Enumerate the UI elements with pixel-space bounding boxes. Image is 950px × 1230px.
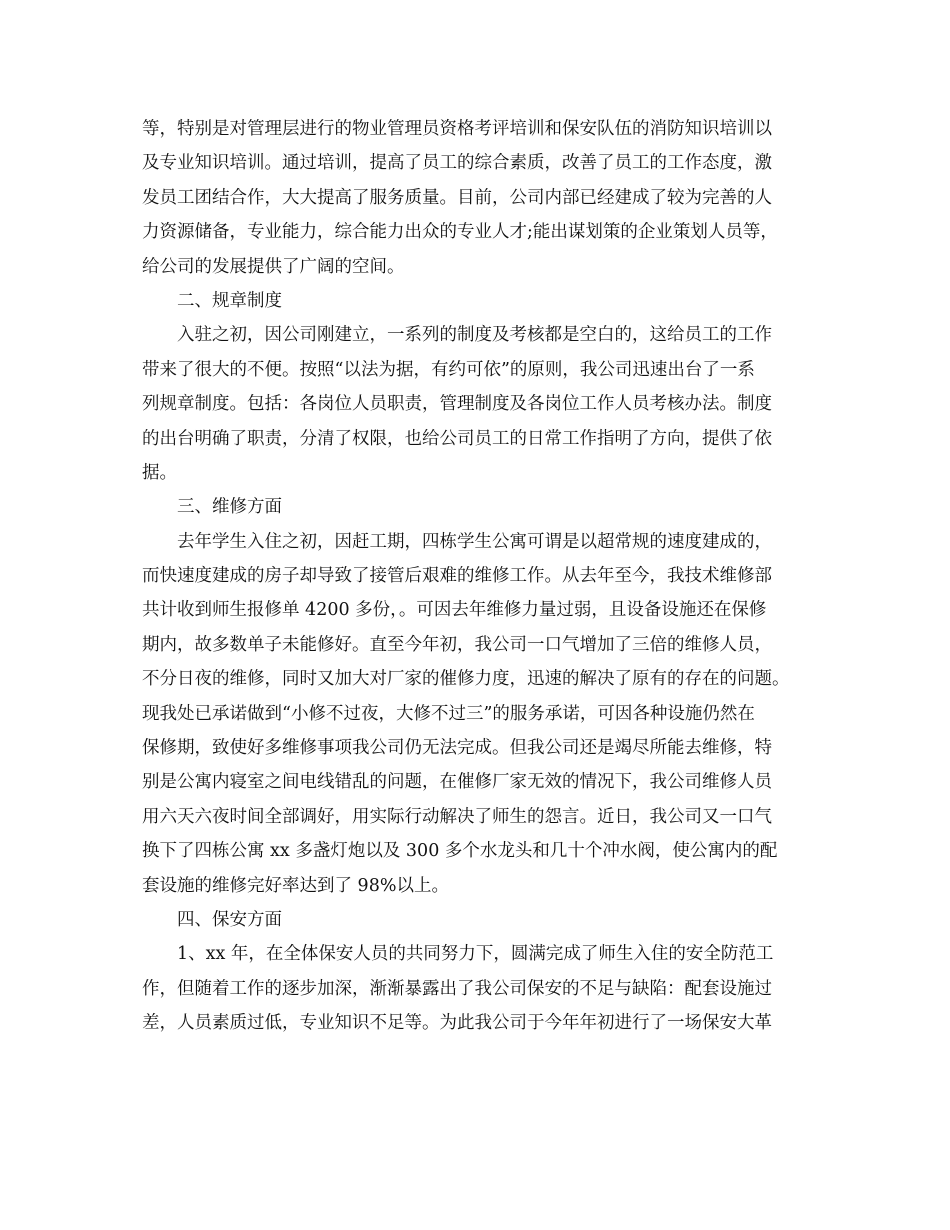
section-heading: 二、规章制度 xyxy=(177,290,282,311)
text-line: 的出台明确了职责，分清了权限，也给公司员工的日常工作指明了方向，提供了依 xyxy=(142,428,772,449)
text-line: 作，但随着工作的逐步加深，渐渐暴露出了我公司保安的不足与缺陷：配套设施过 xyxy=(142,978,772,999)
text-line: 给公司的发展提供了广阔的空间。 xyxy=(142,256,405,277)
text-line: 入驻之初，因公司刚建立，一系列的制度及考核都是空白的，这给员工的工作 xyxy=(177,325,772,346)
text-line: 期内，故多数单子未能修好。直至今年初，我公司一口气增加了三倍的维修人员， xyxy=(142,634,772,655)
text-line: 力资源储备，专业能力，综合能力出众的专业人才;能出谋划策的企业策划人员等， xyxy=(142,222,778,243)
text-line: 等，特别是对管理层进行的物业管理员资格考评培训和保安队伍的消防知识培训以 xyxy=(142,119,772,139)
text-line: 列规章制度。包括：各岗位人员职责，管理制度及各岗位工作人员考核办法。制度 xyxy=(142,394,772,415)
text-line: 带来了很大的不便。按照“以法为据，有约可依”的原则，我公司迅速出台了一系 xyxy=(142,359,755,380)
section-heading: 四、保安方面 xyxy=(177,909,282,930)
text-line: 换下了四栋公寓 xx 多盏灯炮以及 300 多个水龙头和几十个冲水阀，使公寓内的配 xyxy=(142,841,778,862)
text-line: 及专业知识培训。通过培训，提高了员工的综合素质，改善了员工的工作态度，激 xyxy=(142,153,772,174)
text-line: 而快速度建成的房子却导致了接管后艰难的维修工作。从去年至今，我技术维修部 xyxy=(142,566,772,587)
text-line: 1、xx 年，在全体保安人员的共同努力下，圆满完成了师生入住的安全防范工 xyxy=(177,944,774,965)
section-heading: 三、维修方面 xyxy=(177,497,282,518)
text-line: 共计收到师生报修单 4200 多份，。可因去年维修力量过弱，且设备设施还在保修 xyxy=(142,600,767,621)
document-body xyxy=(142,112,832,1041)
text-line: 去年学生入住之初，因赶工期，四栋学生公寓可谓是以超常规的速度建成的， xyxy=(177,531,772,552)
text-line: 发员工团结合作，大大提高了服务质量。目前，公司内部已经建成了较为完善的人 xyxy=(142,187,772,208)
text-line: 保修期，致使好多维修事项我公司仍无法完成。但我公司还是竭尽所能去维修，特 xyxy=(142,738,772,759)
text-line: 不分日夜的维修，同时又加大对厂家的催修力度，迅速的解决了原有的存在的问题。 xyxy=(142,669,790,690)
text-line: 现我处已承诺做到“小修不过夜，大修不过三”的服务承诺，可因各种设施仍然在 xyxy=(142,703,755,724)
text-line: 别是公寓内寝室之间电线错乱的问题，在催修厂家无效的情况下，我公司维修人员 xyxy=(142,772,772,793)
text-line: 用六天六夜时间全部调好，用实际行动解决了师生的怨言。近日，我公司又一口气 xyxy=(142,806,772,827)
text-line: 差，人员素质过低，专业知识不足等。为此我公司于今年年初进行了一场保安大革 xyxy=(142,1013,772,1034)
text-line: 套设施的维修完好率达到了 98%以上。 xyxy=(142,875,449,896)
text-line: 据。 xyxy=(142,462,177,483)
